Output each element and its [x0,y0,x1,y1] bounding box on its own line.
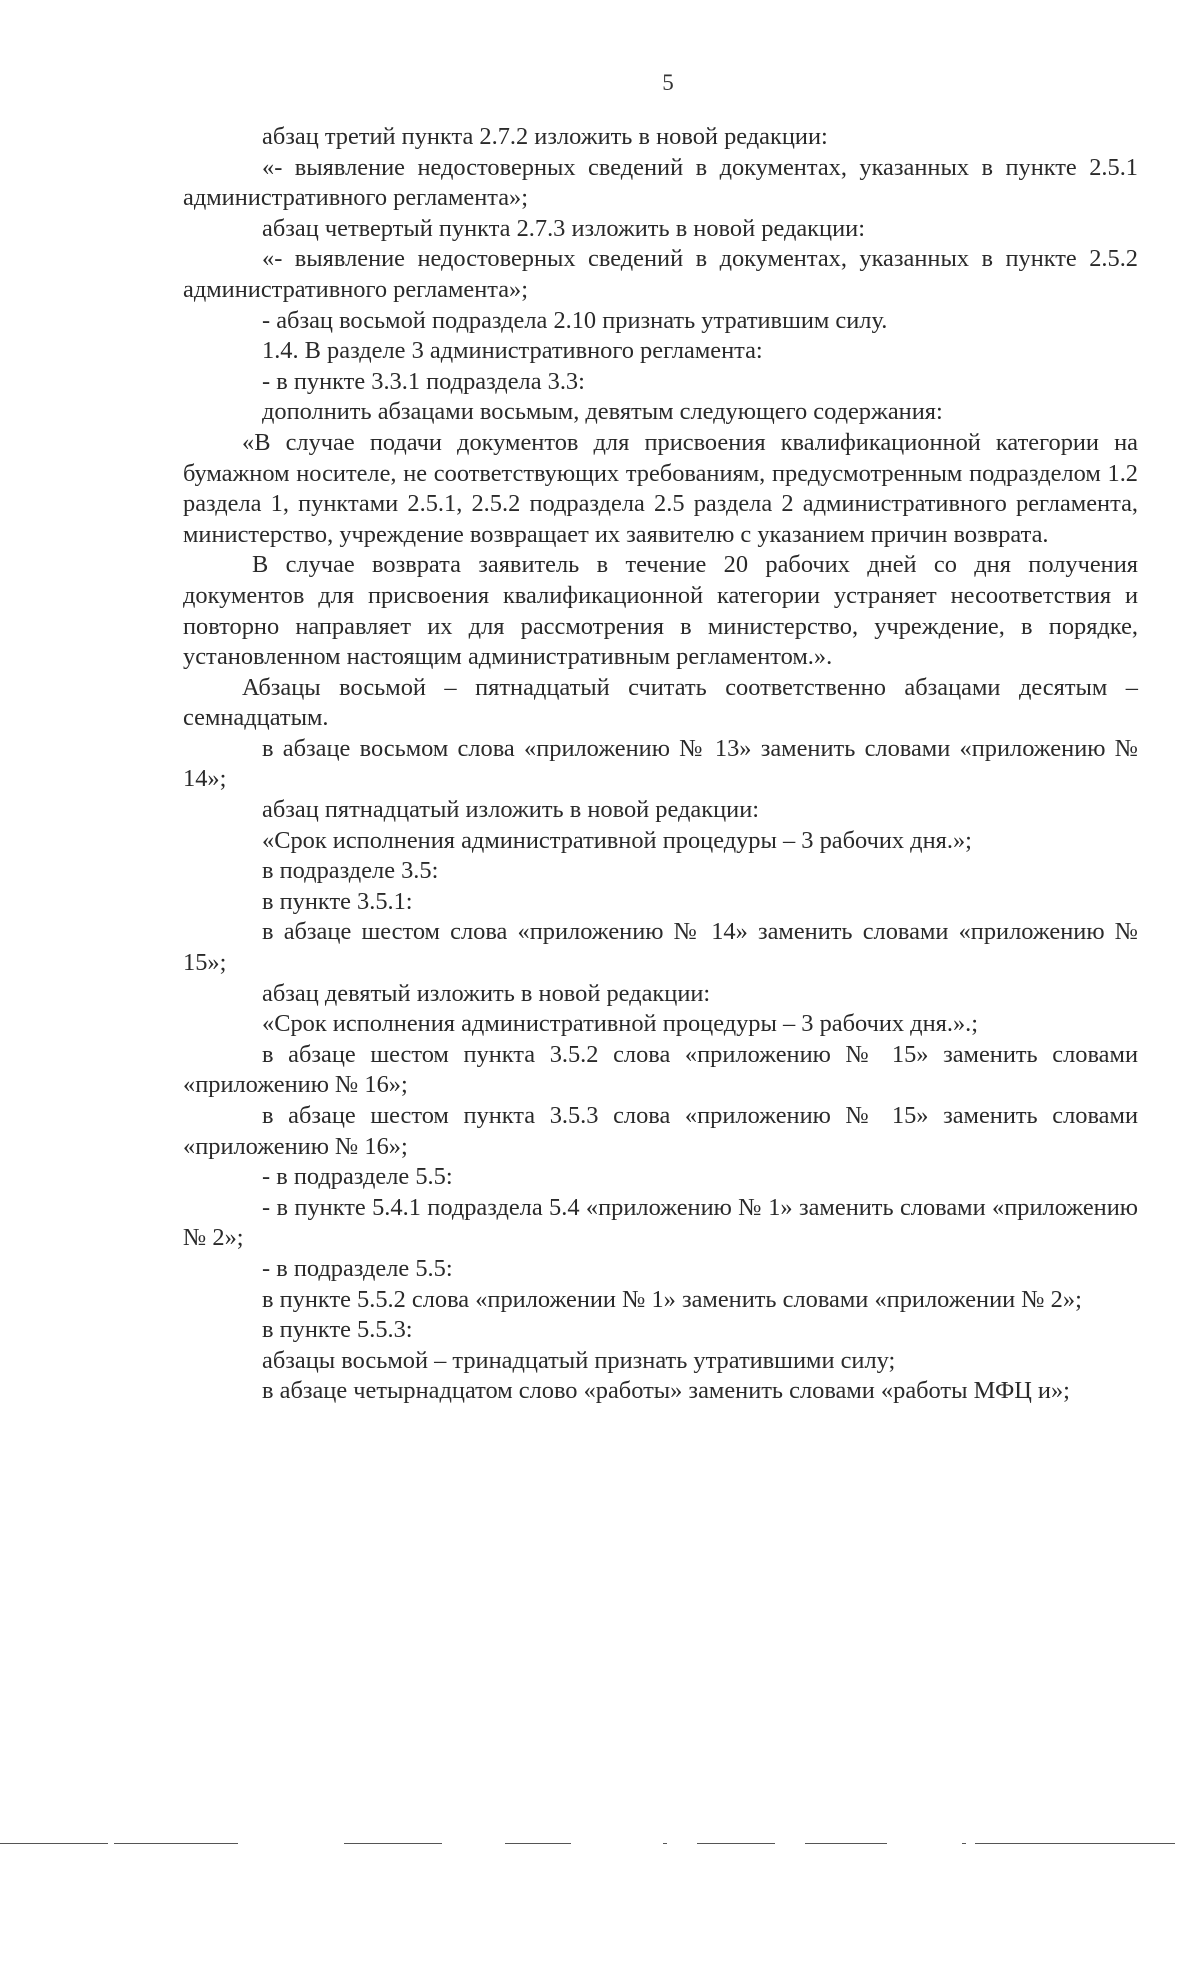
paragraph: «Срок исполнения административной процедуры – 3 рабочих дня.»; [262,826,972,854]
scan-artifact-line [114,1843,238,1844]
paragraph: абзац пятнадцатый изложить в новой редакции: [262,796,760,824]
paragraph: в абзаце четырнадцатом слово «работы» заменить словами «работы МФЦ и»; [262,1377,1070,1405]
paragraph: абзац девятый изложить в новой редакции: [262,979,711,1007]
paragraph: дополнить абзацами восьмым, девятым следующего содержания: [262,398,943,426]
scan-artifact-line [505,1843,571,1844]
paragraph: - в подразделе 5.5: [262,1163,453,1191]
paragraph: абзац третий пункта 2.7.2 изложить в новой редакции: [262,123,828,150]
paragraph: - в пункте 5.4.1 подраздела 5.4 «приложению № 1» заменить словами «приложению № 2»; [183,1193,1138,1252]
paragraph: в пункте 3.5.1: [262,887,413,915]
paragraph: «- выявление недостоверных сведений в документах, указанных в пункте 2.5.2 административного регламента»; [183,245,1138,303]
page-number: 5 [662,70,674,95]
scan-artifact-lines [0,1843,1200,1847]
document-body [183,122,1138,1407]
paragraph: - в пункте 3.3.1 подраздела 3.3: [262,367,585,395]
paragraph: абзац четвертый пункта 2.7.3 изложить в новой редакции: [262,214,865,242]
scan-artifact-line [975,1843,1175,1844]
paragraph: - в подразделе 5.5: [262,1254,453,1282]
scan-artifact-line [0,1843,108,1844]
paragraph: в абзаце восьмом слова «приложению № 13» заменить словами «приложению № 14»; [183,734,1138,793]
paragraph: в абзаце шестом пункта 3.5.2 слова «приложению № 15» заменить словами «приложению № 16»; [183,1040,1138,1099]
paragraph: 1.4. В разделе 3 административного регламента: [262,337,763,365]
paragraph: «Срок исполнения административной процедуры – 3 рабочих дня.».; [262,1010,979,1038]
paragraph: В случае возврата заявитель в течение 20 рабочих дней со дня получения документов для присвоения квалификационной категории устраняет несоответствия и повторно направляет их для рассмотрения в министерство, учреждение, в порядке, установленном настоящим административным регламентом.». [183,551,1138,671]
scan-artifact-line [663,1843,667,1844]
paragraph: в абзаце шестом пункта 3.5.3 слова «приложению № 15» заменить словами «приложению № 16»; [183,1102,1138,1160]
scan-artifact-line [805,1843,887,1844]
paragraph: в пункте 5.5.2 слова «приложении № 1» заменить словами «приложении № 2»; [262,1285,1082,1313]
paragraph: в подразделе 3.5: [262,857,439,885]
paragraph: в абзаце шестом слова «приложению № 14» заменить словами «приложению № 15»; [183,918,1138,977]
paragraph: «В случае подачи документов для присвоения квалификационной категории на бумажном носителе, не соответствующих требованиям, предусмотренным подразделом 1.2 раздела 1, пунктами 2.5.1, 2.5.2 подраздела 2.5 раздела 2 административного регламента, министерство, учреждение возвращает их заявителю с указанием причин возврата. [183,428,1138,548]
paragraph: Абзацы восьмой – пятнадцатый считать соответственно абзацами десятым – семнадцатым. [183,673,1138,732]
paragraph: абзацы восьмой – тринадцатый признать утратившими силу; [262,1346,896,1374]
paragraph: - абзац восьмой подраздела 2.10 признать утратившим силу. [262,306,888,334]
scan-artifact-line [697,1843,775,1844]
scan-artifact-line [962,1843,966,1844]
paragraph: в пункте 5.5.3: [262,1316,413,1344]
paragraph: «- выявление недостоверных сведений в документах, указанных в пункте 2.5.1 административного регламента»; [183,153,1138,212]
scan-artifact-line [344,1843,442,1844]
